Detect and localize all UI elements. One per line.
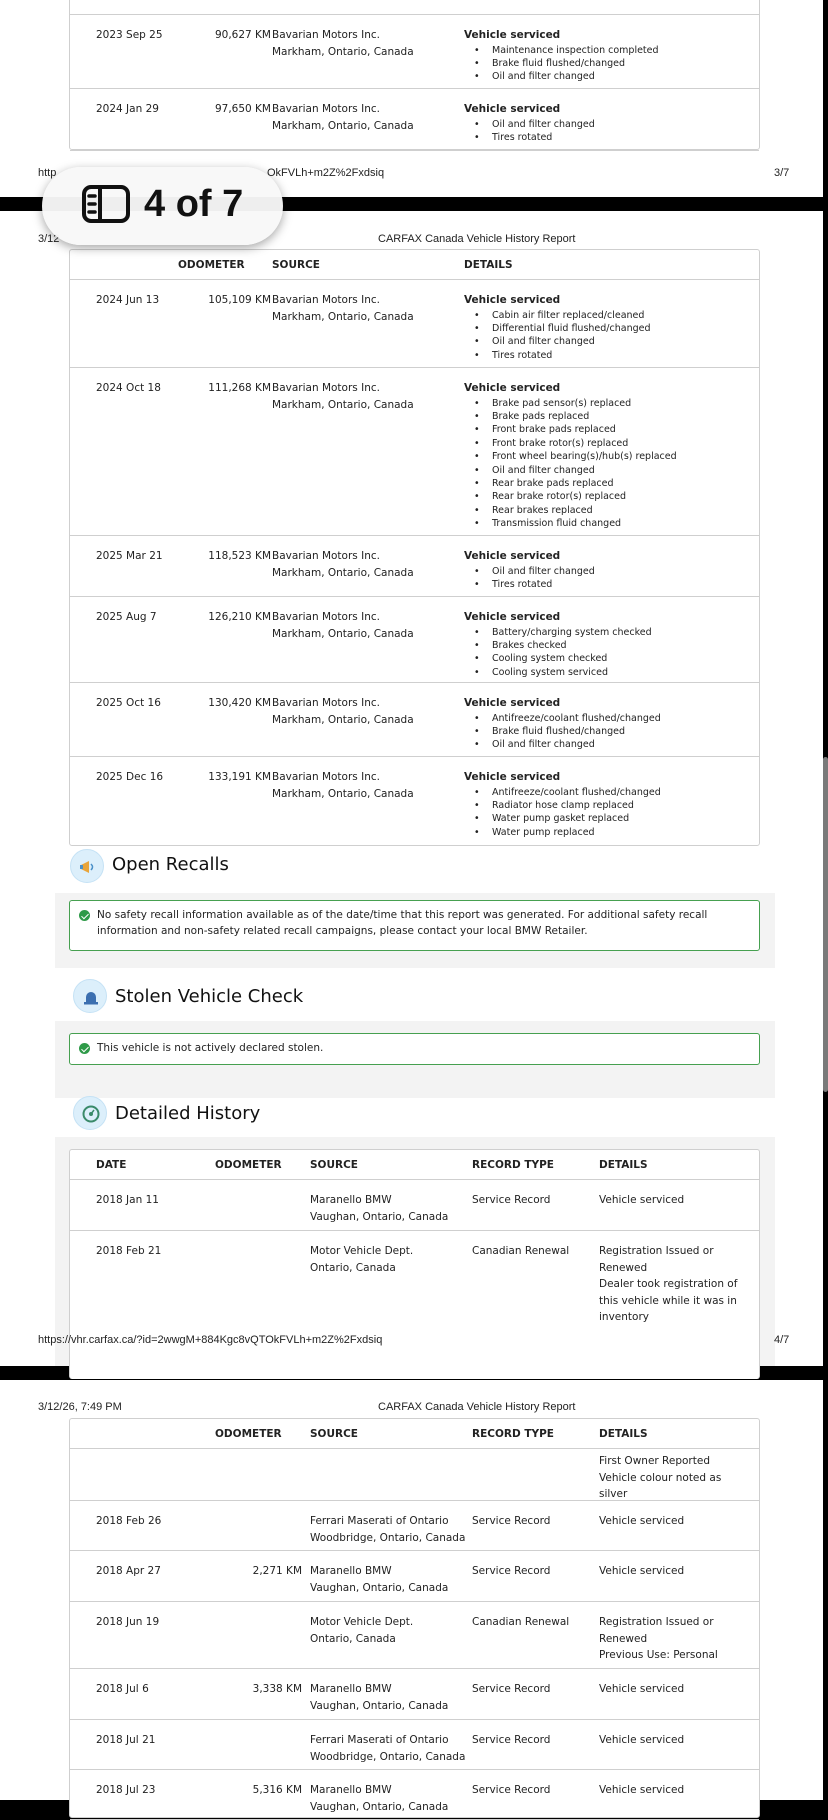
- row-source: Maranello BMW Vaughan, Ontario, Canada: [310, 1784, 449, 1813]
- row-date: 2024 Oct 18: [96, 382, 161, 394]
- recall-notice: No safety recall information available as of the date/time that this report was generated. For additional safety recall information and non-safety related recall campaigns, please contact your local BMW Retailer.: [69, 900, 760, 951]
- row-details: Vehicle serviced: [599, 1683, 685, 1695]
- footer-url-fragment: OkFVLh+m2Z%2Fxdsiq: [267, 167, 385, 179]
- list-item: • Front wheel bearing(s)/hub(s) replaced: [464, 450, 677, 463]
- list-item: • Rear brakes replaced: [464, 504, 677, 517]
- row-date: 2018 Jun 19: [96, 1616, 160, 1628]
- details-list: [464, 626, 652, 680]
- row-odometer: 2,271 KM: [252, 1565, 302, 1577]
- row-odometer: 5,316 KM: [252, 1784, 302, 1796]
- row-details: Vehicle serviced: [599, 1734, 685, 1746]
- row-record-type: Service Record: [472, 1683, 551, 1695]
- row-odometer: 130,420 KM: [208, 697, 271, 709]
- list-item: • Water pump gasket replaced: [464, 812, 661, 825]
- table-row: [70, 536, 759, 597]
- scrollbar-thumb[interactable]: [823, 757, 828, 1092]
- list-item: • Brake pad sensor(s) replaced: [464, 397, 677, 410]
- row-source: Bavarian Motors Inc. Markham, Ontario, Canada: [272, 294, 414, 323]
- gauge-icon: [73, 1096, 107, 1130]
- service-history-table-p4: [69, 249, 760, 846]
- list-item: • Maintenance inspection completed: [464, 44, 659, 57]
- row-record-type: Service Record: [472, 1565, 551, 1577]
- row-source: Motor Vehicle Dept. Ontario, Canada: [310, 1616, 414, 1645]
- list-item: • Oil and filter changed: [464, 118, 595, 131]
- row-source: Bavarian Motors Inc. Markham, Ontario, Canada: [272, 771, 414, 800]
- row-details: Vehicle serviced: [599, 1784, 685, 1796]
- row-details: Vehicle serviced • Oil and filter changed • Tires rotated: [464, 548, 595, 591]
- list-item: • Front brake rotor(s) replaced: [464, 437, 677, 450]
- page-number: 4/7: [774, 1334, 790, 1346]
- details-list: [464, 397, 677, 531]
- section-title-stolen-check: Stolen Vehicle Check: [115, 986, 304, 1007]
- report-title: CARFAX Canada Vehicle History Report: [378, 1401, 576, 1413]
- page-indicator-label: 4 of 7: [144, 183, 244, 225]
- row-date: 2018 Jan 11: [96, 1194, 159, 1206]
- details-list: [464, 118, 595, 145]
- row-odometer: 111,268 KM: [208, 382, 271, 394]
- row-record-type: Service Record: [472, 1784, 551, 1796]
- pdf-page-4: [0, 211, 823, 1366]
- row-details: Vehicle serviced • Maintenance inspection completed • Brake fluid flushed/changed • Oil and filter changed: [464, 27, 659, 84]
- list-item: • Cabin air filter replaced/cleaned: [464, 309, 651, 322]
- table-row: [70, 757, 759, 845]
- row-details: Vehicle serviced • Brake pad sensor(s) replaced • Brake pads replaced • Front brake pads replaced • Front brake rotor(s) replaced • Front wheel bearing(s)/hub(s) replaced • Oil and filter changed • Rear brake pads replaced • Rear brake rotor(s) replaced • Rear brakes replaced • Transmission fluid changed: [464, 380, 677, 531]
- siren-icon: [73, 979, 107, 1013]
- row-source: Bavarian Motors Inc. Markham, Ontario, Canada: [272, 611, 414, 640]
- table-row: [70, 1501, 759, 1551]
- table-header: ODOMETER SOURCE RECORD TYPE DETAILS: [70, 1419, 759, 1449]
- table-header: ODOMETER SOURCE DETAILS: [70, 250, 759, 280]
- table-row: [70, 1669, 759, 1720]
- list-item: • Antifreeze/coolant flushed/changed: [464, 786, 661, 799]
- row-details: Registration Issued or Renewed Previous Use: Personal: [599, 1616, 718, 1661]
- row-odometer: 90,627 KM: [214, 29, 271, 41]
- list-item: • Differential fluid flushed/changed: [464, 322, 651, 335]
- row-date: 2023 Sep 25: [96, 29, 163, 41]
- row-details: Vehicle serviced • Battery/charging system checked • Brakes checked • Cooling system checked • Cooling system serviced: [464, 609, 652, 679]
- section-title-detailed-history: Detailed History: [115, 1103, 261, 1124]
- print-date: 3/12: [38, 233, 60, 245]
- row-date: 2025 Aug 7: [96, 611, 157, 623]
- table-header: DATE ODOMETER SOURCE RECORD TYPE DETAILS: [70, 1150, 759, 1180]
- table-row: [70, 368, 759, 536]
- details-list: [464, 786, 661, 840]
- list-item: • Brake fluid flushed/changed: [464, 57, 659, 70]
- list-item: • Cooling system serviced: [464, 666, 652, 679]
- row-date: 2024 Jun 13: [96, 294, 160, 306]
- row-date: 2025 Mar 21: [96, 550, 163, 562]
- row-date: 2018 Jul 6: [96, 1683, 149, 1695]
- row-details: Vehicle serviced • Antifreeze/coolant flushed/changed • Radiator hose clamp replaced • Water pump gasket replaced • Water pump replaced: [464, 769, 661, 839]
- list-item: • Tires rotated: [464, 578, 595, 591]
- row-date: 2025 Dec 16: [96, 771, 164, 783]
- row-record-type: Service Record: [472, 1194, 551, 1206]
- table-row: First Owner Reported Vehicle colour noted as silver: [70, 1449, 759, 1501]
- row-source: Maranello BMW Vaughan, Ontario, Canada: [310, 1683, 449, 1712]
- table-row: [70, 0, 759, 15]
- row-odometer: 118,523 KM: [208, 550, 271, 562]
- row-date: 2018 Jul 23: [96, 1784, 156, 1796]
- footer-url-partial: http: [38, 167, 57, 179]
- list-item: • Oil and filter changed: [464, 738, 661, 751]
- section-title-open-recalls: Open Recalls: [112, 854, 229, 875]
- table-row: [70, 1602, 759, 1669]
- details-list: [464, 309, 651, 363]
- row-date: 2024 Jan 29: [96, 103, 159, 115]
- row-source: Maranello BMW Vaughan, Ontario, Canada: [310, 1565, 449, 1594]
- row-source: Bavarian Motors Inc. Markham, Ontario, Canada: [272, 29, 414, 58]
- list-item: • Cooling system checked: [464, 652, 652, 665]
- print-date: 3/12/26, 7:49 PM: [38, 1401, 122, 1413]
- table-row: [70, 1720, 759, 1770]
- row-details: Registration Issued or Renewed Dealer took registration of this vehicle while it was in inventory: [599, 1245, 738, 1323]
- row-details: Vehicle serviced • Oil and filter changed • Tires rotated: [464, 101, 595, 144]
- table-row: [70, 280, 759, 368]
- row-source: Motor Vehicle Dept. Ontario, Canada: [310, 1245, 414, 1274]
- row-record-type: Service Record: [472, 1515, 551, 1527]
- list-item: • Brake fluid flushed/changed: [464, 725, 661, 738]
- pdf-page-5: [0, 1380, 823, 1813]
- table-row: [70, 15, 759, 89]
- list-item: • Water pump replaced: [464, 826, 661, 839]
- row-details: Vehicle serviced: [599, 1515, 685, 1527]
- list-item: • Brake pads replaced: [464, 410, 677, 423]
- row-source: Maranello BMW Vaughan, Ontario, Canada: [310, 1194, 449, 1223]
- row-source: Bavarian Motors Inc. Markham, Ontario, Canada: [272, 382, 414, 411]
- row-record-type: Service Record: [472, 1734, 551, 1746]
- list-item: • Antifreeze/coolant flushed/changed: [464, 712, 661, 725]
- table-row: [70, 89, 759, 151]
- row-source: Ferrari Maserati of Ontario Woodbridge, Ontario, Canada: [310, 1734, 466, 1763]
- details-list: [464, 44, 659, 84]
- list-item: • Oil and filter changed: [464, 464, 677, 477]
- row-date: 2018 Feb 21: [96, 1245, 162, 1257]
- table-row: [70, 597, 759, 683]
- row-odometer: 126,210 KM: [208, 611, 271, 623]
- table-row: [70, 1231, 759, 1351]
- row-source: Bavarian Motors Inc. Markham, Ontario, Canada: [272, 550, 414, 579]
- detailed-history-table-p5: [69, 1418, 760, 1818]
- row-details: Vehicle serviced • Cabin air filter replaced/cleaned • Differential fluid flushed/changed • Oil and filter changed • Tires rotated: [464, 292, 651, 362]
- list-item: • Tires rotated: [464, 349, 651, 362]
- list-item: • Transmission fluid changed: [464, 517, 677, 530]
- list-item: • Radiator hose clamp replaced: [464, 799, 661, 812]
- table-row: [70, 1770, 759, 1820]
- list-item: • Oil and filter changed: [464, 335, 651, 348]
- list-item: • Rear brake rotor(s) replaced: [464, 490, 677, 503]
- row-source: Ferrari Maserati of Ontario Woodbridge, Ontario, Canada: [310, 1515, 466, 1544]
- page-indicator-badge[interactable]: [42, 167, 283, 245]
- row-details: Vehicle serviced • Antifreeze/coolant flushed/changed • Brake fluid flushed/changed • Oil and filter changed: [464, 695, 661, 752]
- sidebar-toggle-icon: [82, 185, 130, 223]
- row-date: 2025 Oct 16: [96, 697, 161, 709]
- row-record-type: Canadian Renewal: [472, 1245, 570, 1257]
- list-item: • Brakes checked: [464, 639, 652, 652]
- list-item: • Oil and filter changed: [464, 70, 659, 83]
- row-date: 2018 Apr 27: [96, 1565, 161, 1577]
- details-list: [464, 565, 595, 592]
- list-item: • Front brake pads replaced: [464, 423, 677, 436]
- list-item: • Oil and filter changed: [464, 565, 595, 578]
- row-source: Bavarian Motors Inc. Markham, Ontario, Canada: [272, 103, 414, 132]
- table-row: [70, 683, 759, 757]
- report-title: CARFAX Canada Vehicle History Report: [378, 233, 576, 245]
- row-odometer: 3,338 KM: [252, 1683, 302, 1695]
- list-item: • Rear brake pads replaced: [464, 477, 677, 490]
- details-list: [464, 712, 661, 752]
- row-source: Bavarian Motors Inc. Markham, Ontario, Canada: [272, 697, 414, 726]
- row-date: 2018 Feb 26: [96, 1515, 162, 1527]
- table-row: [70, 1551, 759, 1602]
- row-details: Vehicle serviced: [599, 1565, 685, 1577]
- row-date: 2018 Jul 21: [96, 1734, 156, 1746]
- footer-url: https://vhr.carfax.ca/?id=2wwgM+884Kgc8vQTOkFVLh+m2Z%2Fxdsiq: [38, 1334, 383, 1346]
- row-details: Vehicle serviced: [599, 1194, 685, 1206]
- check-circle-icon: [79, 910, 90, 921]
- service-history-table-p3: [69, 0, 760, 150]
- megaphone-icon: [70, 849, 104, 883]
- row-odometer: 105,109 KM: [208, 294, 271, 306]
- row-odometer: 133,191 KM: [208, 771, 271, 783]
- list-item: • Battery/charging system checked: [464, 626, 652, 639]
- table-row: [70, 1180, 759, 1231]
- check-circle-icon: [79, 1043, 90, 1054]
- list-item: • Tires rotated: [464, 131, 595, 144]
- row-odometer: 97,650 KM: [214, 103, 271, 115]
- page-number: 3/7: [774, 167, 790, 179]
- stolen-notice: This vehicle is not actively declared stolen.: [69, 1033, 760, 1065]
- row-record-type: Canadian Renewal: [472, 1616, 570, 1628]
